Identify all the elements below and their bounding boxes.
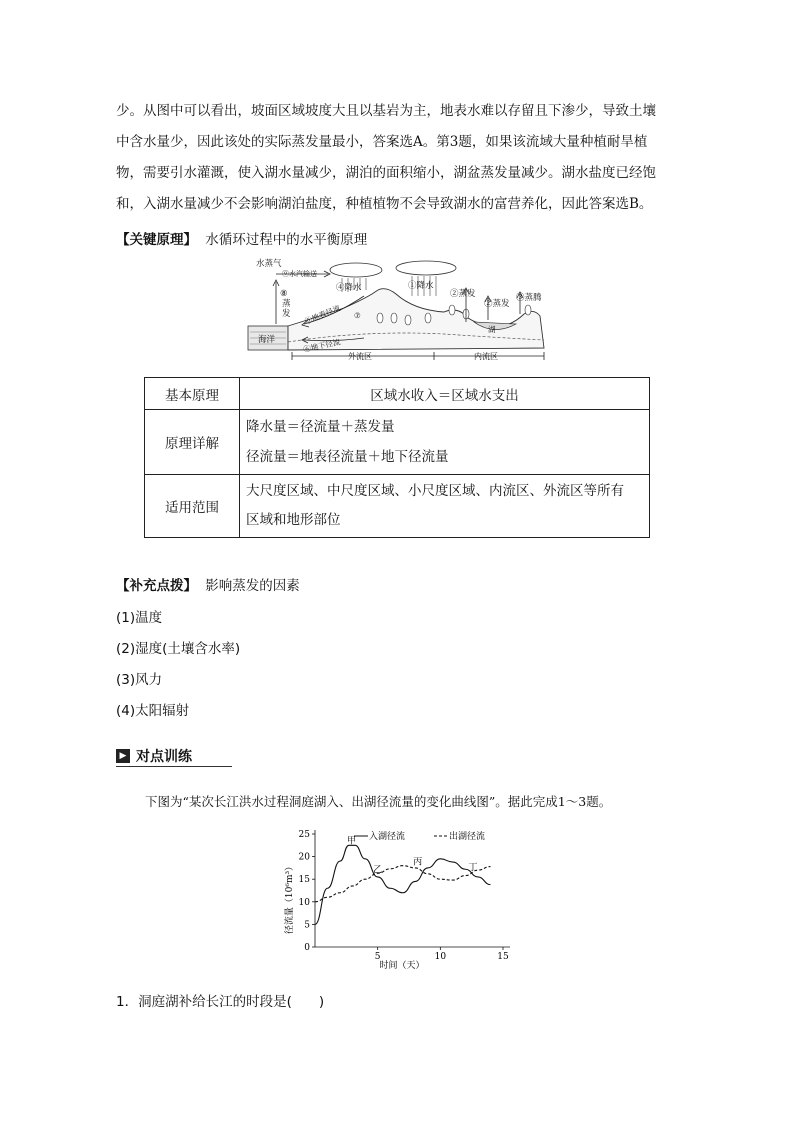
table-value-cell [240,475,650,538]
evap-left-label: 蒸 [282,299,291,309]
vapor-label: 水蒸气 [256,259,282,269]
supplement-item: (1)温度 [116,610,163,626]
point-annotation: 丙 [413,857,423,868]
point-annotation: 甲 [346,836,356,847]
table-value-line: 径流量＝地表径流量＋地下径流量 [246,449,449,465]
inner-region-label: 内流区 [474,352,498,361]
key-principle-heading [116,228,367,248]
point-annotation: 丁 [468,862,478,873]
point-annotation: 乙 [373,865,383,876]
question-1: 1．洞庭湖补给长江的时段是( ) [116,994,325,1010]
evap-2a-label: ②蒸发 [450,289,476,299]
x-tick-label: 5 [374,952,381,962]
y-tick-label: 15 [298,875,310,886]
supplement-heading [116,574,300,594]
x-axis-label: 时间（天） [379,961,425,971]
supplement-item: (4)太阳辐射 [116,703,190,719]
table-row [145,475,650,538]
x-tick-label: 10 [434,952,447,962]
legend-inflow-label: 入湖径流 [369,832,406,842]
water-cycle-diagram [244,256,554,368]
exercise-prompt: 下图为“某次长江洪水过程洞庭湖入、出湖径流量的变化曲线图”。据此完成1～3题。 [145,794,612,809]
surface-runoff-label: ⑤地表径流 [303,303,342,326]
explanation-line: 物，需要引水灌溉，使入湖水量减少，湖泊的面积缩小，湖盆蒸发量减少。湖水盐度已经饱 [116,165,656,181]
inflow-series-line [315,845,490,924]
explanation-line: 少。从图中可以看出，坡面区域坡度大且以基岩为主，地表水难以存留且下渗少，导致土壤 [116,103,656,119]
play-triangle-icon: ▶ [116,749,130,763]
y-tick-label: 20 [298,852,310,863]
principle-table [144,377,650,538]
evap-2b-label: ②蒸发 [484,299,510,309]
outer-region-label: 外流区 [348,352,372,361]
outflow-series-line [315,866,490,902]
table-key-cell: 适用范围 [145,475,240,538]
table-value-line: 区域和地形部位 [246,512,341,528]
key-principle-title: 水循环过程中的水平衡原理 [205,232,368,248]
evap-left-label: 发 [282,309,291,319]
table-key-cell: 基本原理 [145,378,240,410]
seven-label: ⑦ [354,311,361,320]
table-value-line: 大尺度区域、中尺度区域、小尺度区域、内流区、外流区等所有 [246,483,624,499]
section-title [116,746,192,766]
ocean-label: 海洋 [258,335,276,345]
lake-label: 湖 [488,325,496,334]
cloud-icon [330,261,456,277]
evap-left-label: ⑧ [280,289,288,299]
explanation-line: 和，入湖水量减少不会影响湖泊盐度，种植植物不会导致湖水的富营养化，因此答案选B。 [116,196,653,212]
table-key-cell: 原理详解 [145,410,240,475]
supplement-item: (2)湿度(土壤含水率) [116,641,241,657]
precip-left-label: ④降水 [336,283,362,293]
table-value-cell: 区域水收入＝区域水支出 [240,378,650,410]
y-tick-label: 25 [298,830,310,840]
table-value-cell [240,410,650,475]
precip-right-label: ①降水 [408,281,434,291]
key-principle-label: 【关键原理】 [116,232,197,248]
y-axis-label: 径流量（10⁶m³） [285,861,295,935]
explanation-paragraph [116,96,682,220]
table-value-line: 降水量＝径流量＋蒸发量 [246,419,395,435]
ground-runoff-label: ⑥地下径流 [302,337,342,354]
transp-label: ③蒸腾 [516,293,542,303]
section-title-text: 对点训练 [136,749,192,765]
y-tick-label: 5 [304,920,310,931]
supplement-title: 影响蒸发的因素 [205,578,300,594]
supplement-label: 【补充点拨】 [116,578,197,594]
transport-label: ⑨水汽输送 [282,270,317,278]
table-row [145,378,650,410]
table-row [145,410,650,475]
runoff-chart [282,822,522,972]
explanation-line: 中含水量少，因此该处的实际蒸发量最小，答案选A。第3题，如果该流域大量种植耐旱植 [116,134,648,150]
supplement-item: (3)风力 [116,672,163,688]
legend-outflow-label: 出湖径流 [449,832,486,842]
chart-legend [354,830,485,842]
section-divider [116,766,232,767]
x-tick-label: 15 [497,952,509,962]
y-tick-label: 10 [298,897,310,908]
y-tick-label: 0 [304,943,310,953]
